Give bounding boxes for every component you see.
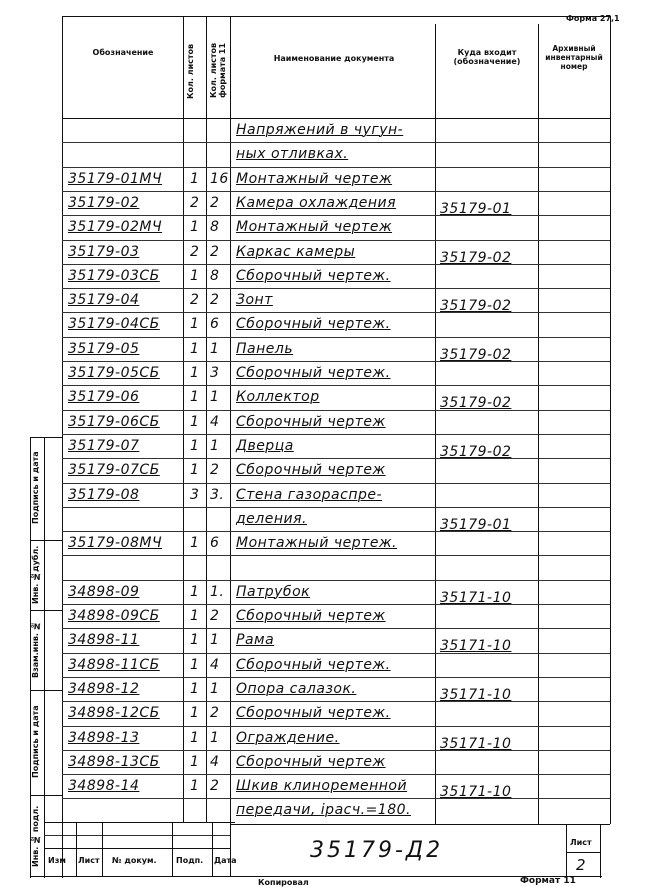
row-separator <box>62 483 610 484</box>
row-separator <box>62 507 610 508</box>
side-inv-podl: Инв. № подл. <box>31 805 40 867</box>
tb-h-top <box>230 824 610 825</box>
side-sign-date-2: Подпись и дата <box>31 705 40 779</box>
row-separator <box>62 434 610 435</box>
hdr-qty-sheets-f11: Кол. листов формата 11 <box>209 42 227 98</box>
cell-doc-name: Сборочный чертеж. <box>236 656 391 673</box>
tb-doc-no: № докум. <box>112 856 157 865</box>
cell-designation: 34898-13 <box>68 729 140 746</box>
cell-qty-sheets-f11: 2 <box>210 194 220 211</box>
cell-qty-sheets: 3 <box>190 486 200 503</box>
cell-designation: 35179-07 <box>68 437 140 454</box>
side-vzam-inv: Взам.инв. № <box>31 621 40 679</box>
copied-by-label: Копировал <box>258 878 309 887</box>
header-bottom <box>62 118 610 119</box>
row-separator <box>62 701 610 702</box>
row-separator <box>62 726 610 727</box>
cell-qty-sheets-f11: 1 <box>210 632 220 649</box>
cell-doc-name: Сборочный чертеж <box>236 608 386 624</box>
frame-top <box>62 16 610 17</box>
cell-qty-sheets-f11: 2 <box>210 292 220 309</box>
cell-doc-name: ных отливках. <box>236 146 349 163</box>
cell-designation: 34898-11СБ <box>68 656 160 673</box>
cell-where-used: 35171-10 <box>440 735 512 752</box>
cell-qty-sheets: 1 <box>190 365 200 381</box>
frame-left <box>62 16 63 878</box>
cell-doc-name: Стена газораспре- <box>236 486 383 503</box>
cell-qty-sheets: 1 <box>190 583 200 600</box>
cell-qty-sheets: 1 <box>190 316 200 333</box>
cell-designation: 34898-13СБ <box>68 753 160 770</box>
cell-qty-sheets-f11: 6 <box>210 316 220 333</box>
cell-doc-name: Сборочный чертеж <box>236 413 386 430</box>
frame-right-lower <box>600 824 601 878</box>
cell-qty-sheets-f11: 1 <box>210 729 220 746</box>
cell-qty-sheets-f11: 4 <box>210 413 220 430</box>
row-separator <box>62 774 610 775</box>
side-sign-date-1: Подпись и дата <box>31 451 40 525</box>
cell-qty-sheets: 1 <box>190 753 200 770</box>
cell-doc-name: Сборочный чертеж <box>236 753 386 770</box>
cell-designation: 34898-09 <box>68 583 140 600</box>
tb-h-1 <box>44 822 235 823</box>
cell-designation: 35179-05СБ <box>68 365 160 381</box>
cell-doc-name: Монтажный чертеж <box>236 170 393 187</box>
cell-designation: 35179-01МЧ <box>68 170 163 187</box>
cell-doc-name: Сборочный чертеж <box>236 462 386 479</box>
cell-designation: 35179-08МЧ <box>68 535 163 552</box>
cell-designation: 34898-09СБ <box>68 608 160 624</box>
cell-doc-name: Рама <box>236 632 275 649</box>
cell-designation: 35179-08 <box>68 486 140 503</box>
cell-where-used: 35179-01 <box>440 516 512 533</box>
frame-right <box>610 16 611 824</box>
tb-v-3 <box>172 822 173 876</box>
row-separator <box>62 240 610 241</box>
cell-qty-sheets-f11: 16 <box>210 170 229 187</box>
tb-list: Лист <box>78 856 100 865</box>
cell-qty-sheets: 2 <box>190 194 200 211</box>
side-h-5 <box>30 795 62 796</box>
cell-qty-sheets-f11: 2 <box>210 705 220 722</box>
tb-podp: Подп. <box>176 856 204 865</box>
row-separator <box>62 531 610 532</box>
cell-designation: 35179-02МЧ <box>68 219 163 236</box>
row-separator <box>62 798 610 799</box>
cell-qty-sheets: 1 <box>190 535 200 552</box>
row-separator <box>62 410 610 411</box>
cell-qty-sheets-f11: 1 <box>210 437 220 454</box>
row-separator <box>62 385 610 386</box>
cell-designation: 35179-06СБ <box>68 413 160 430</box>
hdr-where-used: Куда входит (обозначение) <box>453 48 521 66</box>
row-separator <box>62 458 610 459</box>
cell-doc-name: Шкив клиноременной <box>236 778 408 795</box>
cell-designation: 34898-11 <box>68 632 140 649</box>
cell-qty-sheets: 1 <box>190 389 200 406</box>
cell-designation: 35179-06 <box>68 389 140 406</box>
row-separator <box>62 191 610 192</box>
cell-qty-sheets-f11: 3 <box>210 365 220 381</box>
cell-where-used: 35179-02 <box>440 443 512 460</box>
row-separator <box>62 555 610 556</box>
tb-h-2 <box>44 835 230 836</box>
form-label-top: Форма 27,1 <box>566 14 620 23</box>
row-separator <box>62 215 610 216</box>
cell-qty-sheets-f11: 2 <box>210 778 220 795</box>
form-label-bottom: Формат 11 <box>520 876 576 886</box>
side-h-2 <box>30 540 62 541</box>
cell-qty-sheets: 1 <box>190 778 200 795</box>
cell-qty-sheets-f11: 1 <box>210 680 220 697</box>
cell-doc-name: Дверца <box>236 437 294 454</box>
side-h-3 <box>30 610 62 611</box>
row-separator <box>62 677 610 678</box>
row-separator <box>62 361 610 362</box>
cell-doc-name: Сборочный чертеж. <box>236 705 391 722</box>
cell-where-used: 35179-02 <box>440 249 512 266</box>
cell-designation: 35179-03 <box>68 243 140 260</box>
cell-designation: 34898-12 <box>68 680 140 697</box>
hdr-designation: Обозначение <box>92 48 154 57</box>
cell-doc-name: Камера охлаждения <box>236 194 397 211</box>
cell-doc-name: Панель <box>236 340 294 357</box>
cell-designation: 35179-05 <box>68 340 140 357</box>
cell-qty-sheets: 1 <box>190 219 200 236</box>
hdr-qty-sheets: Кол. листов <box>186 43 195 99</box>
col-sep-3 <box>230 16 231 876</box>
row-separator <box>62 628 610 629</box>
cell-qty-sheets: 1 <box>190 267 200 284</box>
cell-designation: 34898-12СБ <box>68 705 160 722</box>
row-separator <box>62 653 610 654</box>
tb-v-0 <box>62 822 63 876</box>
cell-doc-name: Сборочный чертеж. <box>236 316 391 333</box>
cell-doc-name: Сборочный чертеж. <box>236 267 391 284</box>
cell-doc-name: Сборочный чертеж. <box>236 365 391 381</box>
cell-qty-sheets: 1 <box>190 632 200 649</box>
cell-doc-name: передачи, iрасч.=180. <box>236 802 411 819</box>
cell-where-used: 35171-10 <box>440 784 512 801</box>
tb-izm: Изм <box>48 856 66 865</box>
tb-h-sheet <box>566 852 600 853</box>
row-separator <box>62 580 610 581</box>
row-separator <box>62 337 610 338</box>
cell-qty-sheets: 1 <box>190 413 200 430</box>
cell-qty-sheets: 1 <box>190 729 200 746</box>
cell-where-used: 35179-02 <box>440 298 512 315</box>
cell-qty-sheets-f11: 4 <box>210 753 220 770</box>
row-separator <box>62 312 610 313</box>
cell-doc-name: Ограждение. <box>236 729 340 746</box>
cell-designation: 35179-03СБ <box>68 267 160 284</box>
cell-qty-sheets-f11: 1 <box>210 389 220 406</box>
cell-doc-name: деления. <box>236 510 307 527</box>
tb-v-2 <box>102 822 103 876</box>
frame-bottom <box>30 876 602 877</box>
cell-qty-sheets-f11: 1 <box>210 340 220 357</box>
tb-data: Дата <box>214 856 237 865</box>
cell-qty-sheets-f11: 1. <box>210 583 225 600</box>
cell-where-used: 35179-01 <box>440 200 512 217</box>
cell-designation: 34898-14 <box>68 778 140 795</box>
row-separator <box>62 264 610 265</box>
col-sep-4 <box>435 24 436 824</box>
cell-doc-name: Коллектор <box>236 389 320 406</box>
cell-doc-name: Напряжений в чугун- <box>236 122 404 138</box>
cell-where-used: 35171-10 <box>440 589 512 606</box>
cell-qty-sheets: 1 <box>190 462 200 479</box>
cell-qty-sheets-f11: 3. <box>210 486 225 503</box>
cell-where-used: 35171-10 <box>440 638 512 655</box>
cell-qty-sheets: 1 <box>190 340 200 357</box>
row-separator <box>62 750 610 751</box>
row-separator <box>62 604 610 605</box>
hdr-archive-no: Архивный инвентарный номер <box>545 44 603 71</box>
cell-doc-name: Каркас камеры <box>236 243 356 260</box>
cell-qty-sheets: 1 <box>190 608 200 624</box>
row-separator <box>62 288 610 289</box>
cell-qty-sheets: 2 <box>190 292 200 309</box>
row-separator <box>62 142 610 143</box>
cell-qty-sheets-f11: 6 <box>210 535 220 552</box>
cell-where-used: 35171-10 <box>440 686 512 703</box>
cell-qty-sheets: 1 <box>190 656 200 673</box>
cell-designation: 35179-04 <box>68 292 140 309</box>
hdr-doc-name: Наименование документа <box>273 54 395 63</box>
cell-doc-name: Монтажный чертеж <box>236 219 393 236</box>
tb-document-code: 35179-Д2 <box>310 838 444 863</box>
row-separator <box>62 167 610 168</box>
cell-qty-sheets: 1 <box>190 680 200 697</box>
cell-where-used: 35179-02 <box>440 346 512 363</box>
cell-qty-sheets-f11: 2 <box>210 462 220 479</box>
cell-doc-name: Патрубок <box>236 583 311 600</box>
cell-qty-sheets-f11: 8 <box>210 267 220 284</box>
cell-qty-sheets-f11: 2 <box>210 243 220 260</box>
tb-v-1 <box>76 822 77 876</box>
tb-sheet-label: Лист <box>570 838 592 847</box>
cell-qty-sheets: 2 <box>190 243 200 260</box>
cell-doc-name: Опора салазок. <box>236 680 357 697</box>
tb-v-4 <box>212 822 213 876</box>
cell-qty-sheets-f11: 4 <box>210 656 220 673</box>
cell-doc-name: Монтажный чертеж. <box>236 535 398 552</box>
cell-qty-sheets: 1 <box>190 170 200 187</box>
cell-designation: 35179-07СБ <box>68 462 160 479</box>
side-h-4 <box>30 690 62 691</box>
tb-h-3 <box>44 848 230 849</box>
tb-v-sheet <box>566 824 567 876</box>
cell-qty-sheets: 1 <box>190 437 200 454</box>
cell-designation: 35179-04СБ <box>68 316 160 333</box>
col-sep-5 <box>538 24 539 824</box>
side-inv-dubl: Инв. №дубл. <box>31 545 40 605</box>
cell-qty-sheets: 1 <box>190 705 200 722</box>
side-frame-inner <box>44 437 45 878</box>
cell-qty-sheets-f11: 2 <box>210 608 220 624</box>
cell-designation: 35179-02 <box>68 194 140 211</box>
cell-where-used: 35179-02 <box>440 395 512 412</box>
tb-sheet-no: 2 <box>576 856 587 874</box>
cell-qty-sheets-f11: 8 <box>210 219 220 236</box>
cell-doc-name: Зонт <box>236 292 273 309</box>
